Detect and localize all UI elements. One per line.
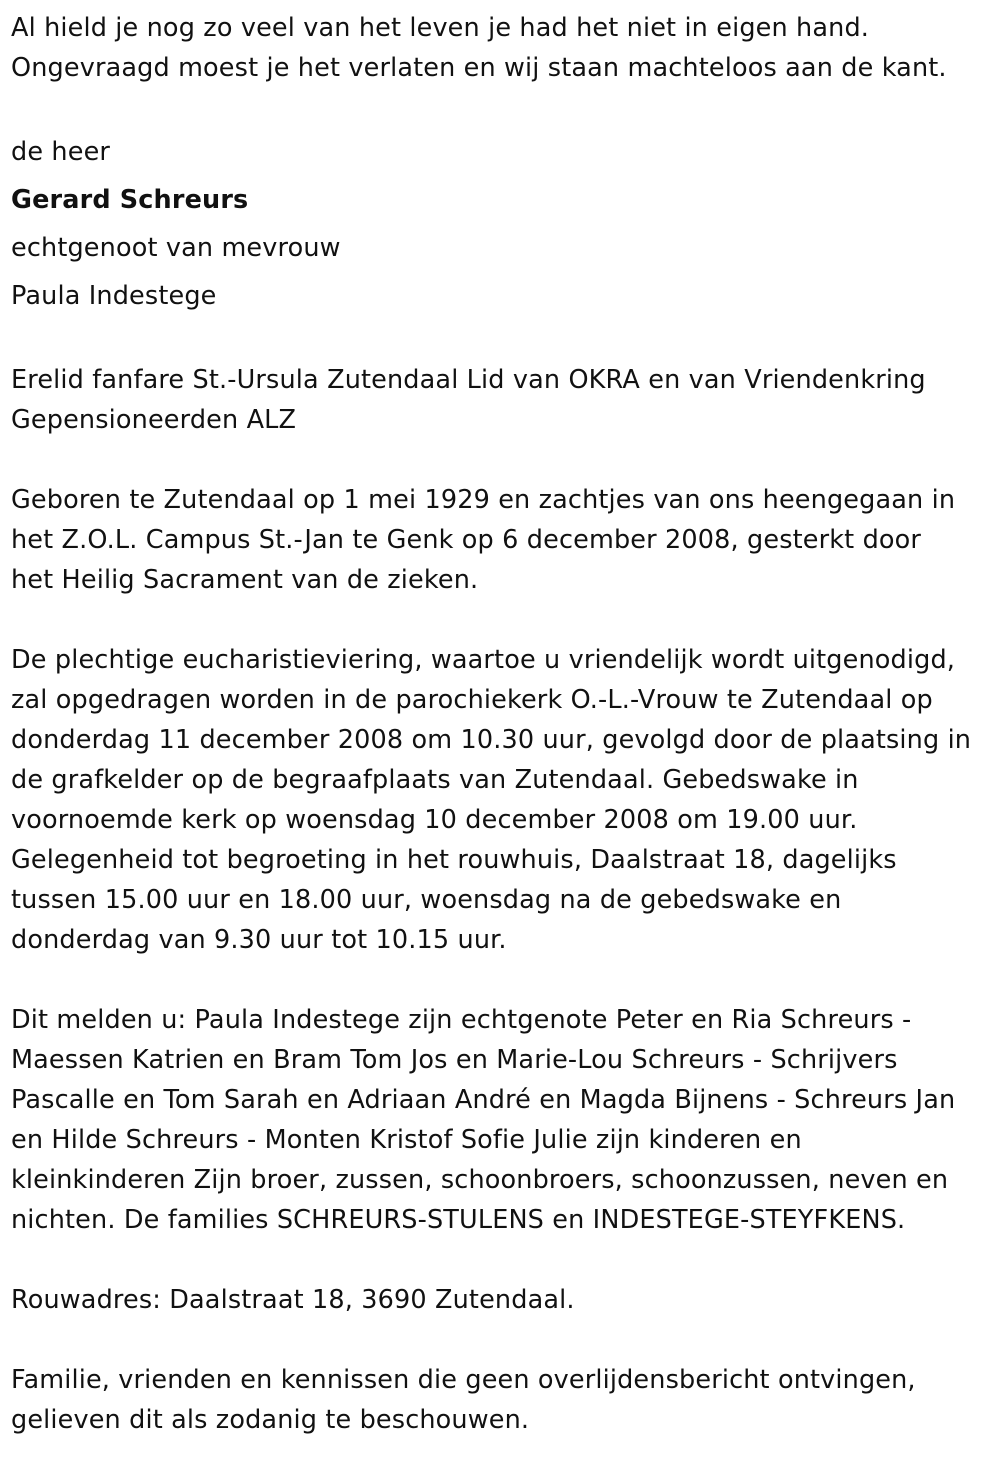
announcers-paragraph: Dit melden u: Paula Indestege zijn echtgenote Peter en Ria Schreurs - Maessen Katrien en Bram Tom Jos en Marie-Lou Schreurs - Schrijvers Pascalle en Tom Sarah en Adriaan André en Magda Bijnens - Schreurs Jan en Hilde Schreurs - Monten Kristof Sofie Julie zijn kinderen en kleinkinderen Zijn broer, zussen, schoonbroers, schoonzussen, neven en nichten. De families SCHREURS-STULENS en INDESTEGE-STEYFKENS.: [11, 1005, 956, 1235]
closing-paragraph: Familie, vrienden en kennissen die geen overlijdensbericht ontvingen, gelieven dit als zodanig te beschouwen.: [11, 1365, 916, 1435]
birth-death-paragraph: Geboren te Zutendaal op 1 mei 1929 en zachtjes van ons heengegaan in het Z.O.L. Campus St.-Jan te Genk op 6 december 2008, gesterkt door het Heilig Sacrament van de zieken.: [11, 485, 956, 595]
deceased-name: Gerard Schreurs: [11, 185, 249, 215]
deceased-title: de heer: [11, 137, 111, 167]
deceased-block: [11, 128, 993, 320]
mourning-address: Rouwadres: Daalstraat 18, 3690 Zutendaal.: [11, 1285, 575, 1315]
memberships-paragraph: Erelid fanfare St.-Ursula Zutendaal Lid van OKRA en van Vriendenkring Gepensioneerden ALZ: [11, 365, 926, 435]
spouse-name: Paula Indestege: [11, 281, 217, 311]
opening-poem: Al hield je nog zo veel van het leven je had het niet in eigen hand. Ongevraagd moest je het verlaten en wij staan machteloos aan de kant.: [11, 13, 947, 83]
deceased-relation: echtgenoot van mevrouw: [11, 233, 341, 263]
obituary-document: [11, 8, 993, 1480]
ceremony-paragraph: De plechtige eucharistieviering, waartoe u vriendelijk wordt uitgenodigd, zal opgedragen worden in de parochiekerk O.-L.-Vrouw te Zutendaal op donderdag 11 december 2008 om 10.30 uur, gevolgd door de plaatsing in de grafkelder op de begraafplaats van Zutendaal. Gebedswake in voornoemde kerk op woensdag 10 december 2008 om 19.00 uur. Gelegenheid tot begroeting in het rouwhuis, Daalstraat 18, dagelijks tussen 15.00 uur en 18.00 uur, woensdag na de gebedswake en donderdag van 9.30 uur tot 10.15 uur.: [11, 645, 972, 955]
